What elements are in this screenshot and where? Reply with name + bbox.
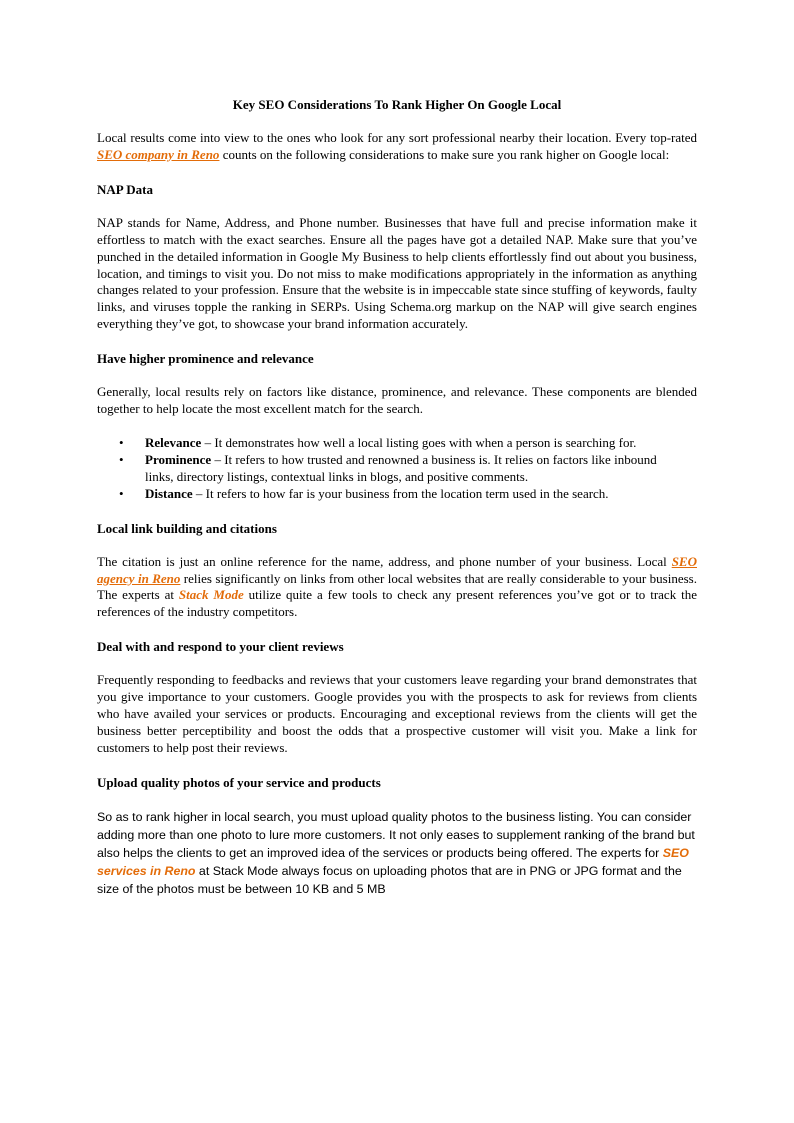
reviews-paragraph: Frequently responding to feedbacks and reviews that your customers leave regarding your brand demonstrates that you give importance to your customers. Google provides you with the prospects to ask for reviews from clients who have availed your services or products. Encouraging and exceptional reviews from the clients will get the business better perceptibility and boost the odds that a prospective customer will visit you. Make a link for customers to help post their reviews. xyxy=(97,672,697,755)
seo-services-link[interactable]: SEO services in Reno xyxy=(97,845,689,879)
bullet-icon: • xyxy=(119,485,124,501)
seo-company-link[interactable]: SEO company in Reno xyxy=(97,146,220,162)
prominence-heading: Have higher prominence and relevance xyxy=(97,351,314,367)
bullet-icon: • xyxy=(119,451,124,467)
citations-text-2: relies significantly on links from other local websites that are really considerable to your business. The experts at xyxy=(97,570,697,603)
list-item-relevance xyxy=(97,435,697,452)
list-item-distance xyxy=(97,486,697,503)
bullet-text: – It refers to how trusted and renowned a business is. It relies on factors like inbound links, directory listings, contextual links in blogs, and positive comments. xyxy=(145,451,657,484)
list-item-prominence xyxy=(97,452,697,486)
bullet-term: Distance xyxy=(145,485,193,501)
bullet-term: Relevance xyxy=(145,434,202,450)
bullet-term: Prominence xyxy=(145,451,212,467)
nap-paragraph: NAP stands for Name, Address, and Phone number. Businesses that have full and precise information make it effortless to match with the exact searches. Ensure all the pages have got a detailed NAP. Make sure that you’ve punched in the detailed information in Google My Business to help clients effortlessly find out about you business, location, and timings to visit you. Do not miss to make modifications appropriately in the information as anything changes related to your profession. Ensure that the website is in impeccable state since stuffing of keywords, faulty links, and viruses topple the ranking in SERPs. Using Schema.org markup on the NAP will give search engines everything they’ve got, to showcase your brand information accurately. xyxy=(97,214,697,332)
bullet-text: – It demonstrates how well a local listing goes with when a person is searching for. xyxy=(201,434,637,450)
factor-list xyxy=(97,435,697,503)
bullet-icon: • xyxy=(119,434,124,450)
intro-paragraph xyxy=(97,130,697,164)
citations-paragraph xyxy=(97,554,697,622)
bullet-text: – It refers to how far is your business from the location term used in the search. xyxy=(192,485,609,501)
photos-text-1: So as to rank higher in local search, you must upload quality photos to the business listing. You can consider adding more than one photo to lure more customers. It not only eases to supplement ranking of the brand but also helps the clients to get an improved idea of the services or products being offered. The experts for xyxy=(97,809,695,860)
document-page xyxy=(97,96,697,898)
citations-heading: Local link building and citations xyxy=(97,520,277,536)
photos-text-2: at Stack Mode always focus on uploading photos that are in PNG or JPG format and the size of the photos must be between 10 KB and 5 MB xyxy=(97,864,682,897)
photos-heading: Upload quality photos of your service and products xyxy=(97,774,381,790)
photos-section xyxy=(97,808,697,898)
intro-text-before: Local results come into view to the ones who look for any sort professional nearby their location. Every top-rated xyxy=(97,130,697,145)
citations-text-3: utilize quite a few tools to check any present references you’ve got or to track the references of the industry competitors. xyxy=(97,587,697,620)
reviews-heading: Deal with and respond to your client reviews xyxy=(97,639,344,655)
seo-agency-link[interactable]: SEO agency in Reno xyxy=(97,553,697,586)
page-title: Key SEO Considerations To Rank Higher On Google Local xyxy=(232,97,562,112)
nap-heading: NAP Data xyxy=(97,181,153,197)
photos-paragraph xyxy=(97,808,697,898)
intro-text-after: counts on the following considerations to make sure you rank higher on Google local: xyxy=(219,146,670,162)
stack-mode-link[interactable]: Stack Mode xyxy=(178,587,244,603)
citations-text-1: The citation is just an online reference for the name, address, and phone number of your business. Local xyxy=(97,553,672,569)
prominence-paragraph: Generally, local results rely on factors like distance, prominence, and relevance. These components are blended together to help locate the most excellent match for the search. xyxy=(97,384,697,417)
